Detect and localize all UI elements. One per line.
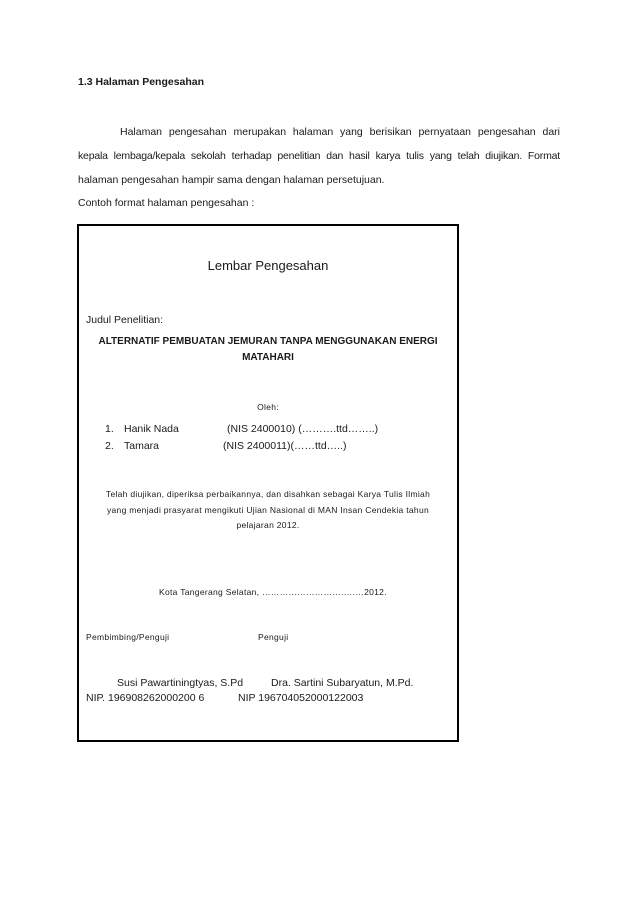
statement-line-1: Telah diujikan, diperiksa perbaikannya, dan disahkan sebagai Karya Tulis Ilmiah xyxy=(105,489,431,499)
approval-form-frame xyxy=(77,224,459,742)
paragraph-line-1: Halaman pengesahan merupakan halaman yang berisikan pernyataan pengesahan dari xyxy=(120,126,560,138)
form-title: Lembar Pengesahan xyxy=(207,258,329,273)
supervisor-label: Pembimbing/Penguji xyxy=(86,632,170,642)
paragraph-line-3: halaman pengesahan hampir sama dengan halaman persetujuan. xyxy=(78,174,385,186)
author-number-2: 2. xyxy=(105,440,114,452)
place-date: Kota Tangerang Selatan, ………………………..……2012. xyxy=(159,587,387,597)
author-nis-2: (NIS 2400011)(……ttd…..) xyxy=(223,440,347,452)
statement-line-2: yang menjadi prasyarat mengikuti Ujian Nasional di MAN Insan Cendekia tahun xyxy=(106,505,430,515)
paragraph-line-2: kepala lembaga/kepala sekolah terhadap penelitian dan hasil karya tulis yang telah diujikan. Format xyxy=(78,150,560,162)
supervisor-nip: NIP. 196908262000200 6 xyxy=(86,692,205,704)
examiner-name: Dra. Sartini Subaryatun, M.Pd. xyxy=(271,677,414,689)
author-number-1: 1. xyxy=(105,423,114,435)
by-label: Oleh: xyxy=(257,402,279,412)
supervisor-name: Susi Pawartiningtyas, S.Pd xyxy=(117,677,244,689)
author-name-1: Hanik Nada xyxy=(124,423,179,435)
example-label: Contoh format halaman pengesahan : xyxy=(78,197,255,209)
section-heading: 1.3 Halaman Pengesahan xyxy=(78,76,205,88)
statement-line-3: pelajaran 2012. xyxy=(236,520,300,530)
author-name-2: Tamara xyxy=(124,440,160,452)
research-title-label: Judul Penelitian: xyxy=(86,314,164,326)
examiner-nip: NIP 196704052000122003 xyxy=(238,692,364,704)
research-title-line-1: ALTERNATIF PEMBUATAN JEMURAN TANPA MENGGUNAKAN ENERGI xyxy=(98,336,438,347)
examiner-label: Penguji xyxy=(258,632,289,642)
author-nis-1: (NIS 2400010) (……….ttd……..) xyxy=(227,423,379,435)
research-title-line-2: MATAHARI xyxy=(242,352,294,363)
section-paragraph xyxy=(78,120,560,192)
